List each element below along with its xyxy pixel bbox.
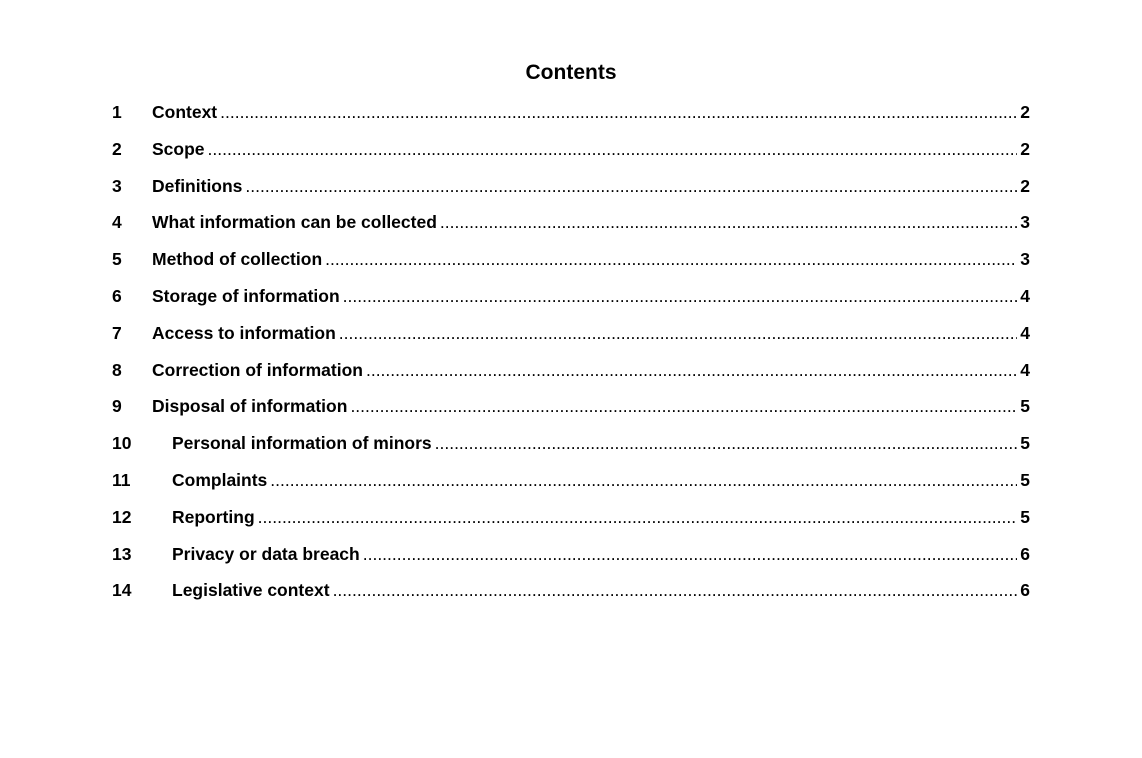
toc-entry-page: 5 bbox=[1020, 469, 1030, 490]
toc-entry-title: Legislative context bbox=[172, 580, 330, 601]
dot-leader bbox=[325, 245, 1017, 273]
toc-entry-page: 5 bbox=[1020, 506, 1030, 527]
contents-heading: Contents bbox=[525, 61, 617, 84]
toc-entry-number: 4 bbox=[112, 212, 122, 233]
toc-entry-number: 1 bbox=[112, 102, 122, 122]
toc-entry-title: Definitions bbox=[152, 175, 243, 196]
toc-entry-page: 6 bbox=[1020, 543, 1030, 564]
toc-entry-method-of-collection[interactable] bbox=[112, 245, 1030, 282]
dot-leader bbox=[245, 172, 1017, 200]
toc-entry-number: 2 bbox=[112, 138, 122, 159]
toc-entry-privacy-breach[interactable] bbox=[112, 540, 1030, 577]
toc-entry-title: Correction of information bbox=[152, 359, 363, 380]
toc-entry-title: What information can be collected bbox=[152, 212, 437, 233]
toc-entry-minors[interactable] bbox=[112, 429, 1030, 466]
toc-entry-title: Personal information of minors bbox=[172, 433, 432, 454]
dot-leader bbox=[339, 319, 1017, 347]
toc-entry-title: Scope bbox=[152, 138, 205, 159]
toc-entry-page: 5 bbox=[1020, 433, 1030, 454]
toc-entry-page: 2 bbox=[1020, 175, 1030, 196]
toc-entry-title: Privacy or data breach bbox=[172, 543, 360, 564]
dot-leader bbox=[363, 540, 1018, 568]
toc-entry-number: 11 bbox=[112, 469, 131, 490]
toc-entry-number: 12 bbox=[112, 506, 132, 527]
toc-entry-number: 8 bbox=[112, 359, 122, 380]
toc-entry-page: 5 bbox=[1020, 396, 1030, 417]
toc-entry-title: Context bbox=[152, 102, 218, 122]
toc-entry-page: 6 bbox=[1020, 580, 1030, 601]
dot-leader bbox=[208, 135, 1018, 163]
toc-entry-title: Complaints bbox=[172, 469, 268, 490]
toc-entry-page: 4 bbox=[1020, 285, 1030, 306]
toc-entry-context[interactable] bbox=[112, 98, 1030, 135]
dot-leader bbox=[220, 98, 1017, 126]
toc-entry-disposal[interactable] bbox=[112, 392, 1030, 429]
dot-leader bbox=[440, 208, 1017, 236]
toc-entry-definitions[interactable] bbox=[112, 172, 1030, 209]
dot-leader bbox=[366, 356, 1017, 384]
toc-entry-number: 6 bbox=[112, 285, 122, 306]
toc-entry-reporting[interactable] bbox=[112, 503, 1030, 540]
toc-entry-scope[interactable] bbox=[112, 135, 1030, 172]
toc-entry-number: 7 bbox=[112, 322, 122, 343]
dot-leader bbox=[258, 503, 1018, 531]
toc-entry-number: 5 bbox=[112, 249, 122, 270]
toc-entry-storage[interactable] bbox=[112, 282, 1030, 319]
dot-leader bbox=[350, 392, 1017, 420]
toc-entry-title: Reporting bbox=[172, 506, 255, 527]
table-of-contents bbox=[112, 98, 1030, 613]
toc-entry-number: 9 bbox=[112, 396, 122, 417]
toc-entry-title: Method of collection bbox=[152, 249, 323, 270]
dot-leader bbox=[270, 466, 1017, 494]
toc-entry-page: 4 bbox=[1020, 359, 1030, 380]
toc-entry-page: 3 bbox=[1020, 212, 1030, 233]
toc-entry-access[interactable] bbox=[112, 319, 1030, 356]
toc-entry-number: 13 bbox=[112, 543, 132, 564]
toc-entry-title: Disposal of information bbox=[152, 396, 348, 417]
dot-leader bbox=[333, 576, 1018, 604]
toc-entry-number: 3 bbox=[112, 175, 122, 196]
toc-entry-legislative-context[interactable] bbox=[112, 576, 1030, 613]
toc-entry-number: 14 bbox=[112, 580, 132, 601]
dot-leader bbox=[343, 282, 1018, 310]
toc-entry-number: 10 bbox=[112, 433, 132, 454]
toc-entry-page: 3 bbox=[1020, 249, 1030, 270]
toc-entry-what-information[interactable] bbox=[112, 208, 1030, 245]
toc-entry-page: 2 bbox=[1020, 138, 1030, 159]
toc-entry-title: Access to information bbox=[152, 322, 336, 343]
toc-entry-correction[interactable] bbox=[112, 356, 1030, 393]
toc-entry-title: Storage of information bbox=[152, 285, 340, 306]
dot-leader bbox=[435, 429, 1018, 457]
toc-entry-page: 4 bbox=[1020, 322, 1030, 343]
toc-entry-page: 2 bbox=[1020, 102, 1030, 122]
toc-entry-complaints[interactable] bbox=[112, 466, 1030, 503]
